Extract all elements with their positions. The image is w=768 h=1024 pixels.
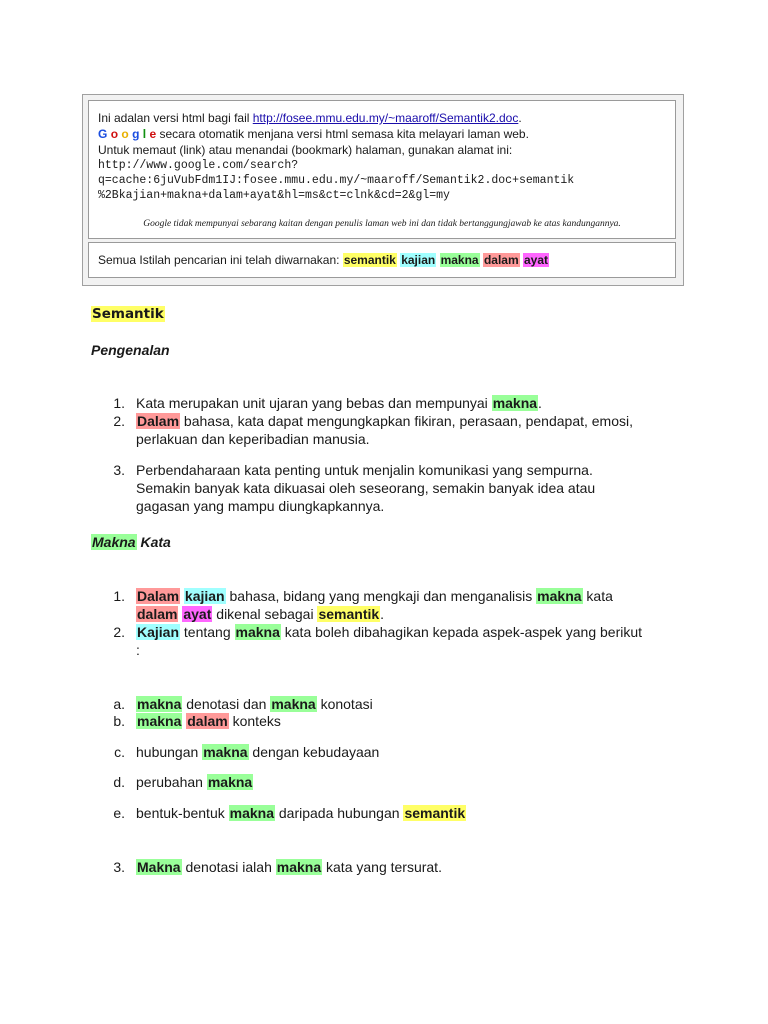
sublist-text: hubungan <box>136 744 203 760</box>
hl-makna: makna <box>235 624 280 640</box>
list-item-continuation: Semakin banyak kata dikuasai oleh seseorang, semakin banyak idea atau <box>136 480 596 496</box>
hl-ayat: ayat <box>183 606 212 622</box>
sublist-text: dengan kebudayaan <box>248 744 380 760</box>
sublist-item <box>136 804 466 822</box>
list-item <box>136 412 633 430</box>
cache-header-box <box>82 94 684 286</box>
list-item <box>136 394 542 412</box>
list-item-text: Kata merupakan unit ujaran yang bebas dan mempunyai <box>136 395 492 411</box>
list-item-text: kata boleh dibahagikan kepada aspek-aspek yang berikut <box>280 624 643 640</box>
hl-kajian: Kajian <box>137 624 180 640</box>
section-makna-kata-title <box>91 533 171 551</box>
list-number: 3. <box>113 462 125 478</box>
google-letter: g <box>132 127 140 141</box>
google-letter: o <box>110 127 119 141</box>
list-item-text: . <box>538 395 542 411</box>
google-logo <box>98 127 156 141</box>
hl-makna: makna <box>271 696 316 712</box>
hl-makna: makna <box>203 744 248 760</box>
list-item <box>136 858 442 876</box>
doc-title <box>91 305 165 323</box>
term-ayat: ayat <box>523 253 548 267</box>
list-item-text: kata <box>582 588 613 604</box>
sublist-item <box>136 743 379 761</box>
list-item-continuation <box>136 605 384 623</box>
sublist-text: daripada hubungan <box>274 805 404 821</box>
section-title-text: Kata <box>136 534 171 550</box>
google-letter: G <box>98 127 108 141</box>
search-terms-label: Semua Istilah pencarian ini telah diwarnakan: <box>98 253 343 267</box>
list-item-continuation: gagasan yang mampu diungkapkannya. <box>136 498 385 514</box>
hl-makna: Makna <box>92 534 136 550</box>
list-item-text: bahasa, kata dapat mengungkapkan fikiran, perasaan, pendapat, emosi, <box>180 413 634 429</box>
hl-semantik: semantik <box>318 606 380 622</box>
hl-makna: makna <box>492 395 538 411</box>
list-item-text: . <box>380 606 385 622</box>
list-number: 1. <box>113 395 125 411</box>
sublist-text: konotasi <box>316 696 373 712</box>
google-letter: o <box>121 127 129 141</box>
list-number: 2. <box>113 413 125 429</box>
cache-info-text: secara otomatik menjana versi html semasa kita melayari laman web. <box>156 127 529 141</box>
hl-dalam: Dalam <box>137 413 180 429</box>
sublist-item <box>136 695 373 713</box>
hl-dalam: dalam <box>187 713 228 729</box>
hl-makna: makna <box>207 774 253 790</box>
sublist-text: perubahan <box>136 774 207 790</box>
list-item-text: denotasi ialah <box>181 859 276 875</box>
term-kajian: kajian <box>401 253 436 267</box>
sublist-text: denotasi dan <box>182 696 271 712</box>
list-item <box>136 623 642 641</box>
list-item: Perbendaharaan kata penting untuk menjalin komunikasi yang sempurna. <box>136 462 593 478</box>
term-semantik: semantik <box>343 253 396 267</box>
cache-url-line-3: %2Bkajian+makna+dalam+ayat&hl=ms&ct=clnk&cd=2&gl=my <box>98 189 450 202</box>
sublist-item <box>136 712 281 730</box>
hl-semantik: semantik <box>404 805 466 821</box>
doc-title-text: Semantik <box>92 306 164 322</box>
sublist-letter: a. <box>113 696 125 712</box>
cache-url-line-1: http://www.google.com/search? <box>98 159 299 172</box>
cache-info-text: Ini adalan versi html bagi fail <box>98 111 253 125</box>
google-letter: l <box>142 127 147 141</box>
search-terms-panel <box>88 242 676 278</box>
hl-makna: makna <box>276 859 322 875</box>
list-number: 1. <box>113 588 125 604</box>
list-item <box>136 587 613 605</box>
list-item-text: tentang <box>180 624 235 640</box>
hl-makna: makna <box>229 805 274 821</box>
list-item-continuation: perlakuan dan keperibadian manusia. <box>136 431 370 447</box>
cache-info-line-2 <box>98 127 529 141</box>
cache-info-line-3: Untuk memaut (link) atau menandai (bookmark) halaman, gunakan alamat ini: <box>98 143 513 157</box>
hl-makna: Makna <box>137 859 181 875</box>
term-dalam: dalam <box>483 253 519 267</box>
cache-info-panel <box>88 100 676 239</box>
list-item-text: dikenal sebagai <box>212 606 318 622</box>
hl-dalam: Dalam <box>137 588 180 604</box>
hl-makna: makna <box>137 713 182 729</box>
sublist-text: konteks <box>228 713 281 729</box>
section-pengenalan-title: Pengenalan <box>91 342 170 358</box>
hl-dalam: dalam <box>137 606 178 622</box>
sublist-letter: b. <box>113 713 125 729</box>
google-letter: e <box>149 127 157 141</box>
sublist-letter: e. <box>113 805 125 821</box>
hl-kajian: kajian <box>184 588 225 604</box>
search-terms-line <box>98 253 549 267</box>
original-doc-link[interactable]: http://fosee.mmu.edu.my/~maaroff/Semantik2.doc <box>252 111 519 125</box>
cache-info-line-1 <box>98 111 522 125</box>
sublist-letter: c. <box>114 744 125 760</box>
sublist-letter: d. <box>113 774 125 790</box>
list-item-text: kata yang tersurat. <box>322 859 442 875</box>
term-makna: makna <box>440 253 479 267</box>
list-number: 3. <box>113 859 125 875</box>
sublist-item <box>136 773 253 791</box>
list-number: 2. <box>113 624 125 640</box>
hl-makna: makna <box>137 696 182 712</box>
cache-url-line-2: q=cache:6juVubFdm1IJ:fosee.mmu.edu.my/~maaroff/Semantik2.doc+semantik <box>98 174 575 187</box>
cache-disclaimer: Google tidak mempunyai sebarang kaitan dengan penulis laman web ini dan tidak bertanggungjawab ke atas kandungannya. <box>143 219 621 229</box>
hl-makna: makna <box>537 588 582 604</box>
list-item-continuation: : <box>136 642 140 658</box>
sublist-text: bentuk-bentuk <box>136 805 229 821</box>
cache-info-punct: . <box>518 111 522 125</box>
list-item-text: bahasa, bidang yang mengkaji dan menganalisis <box>225 588 537 604</box>
